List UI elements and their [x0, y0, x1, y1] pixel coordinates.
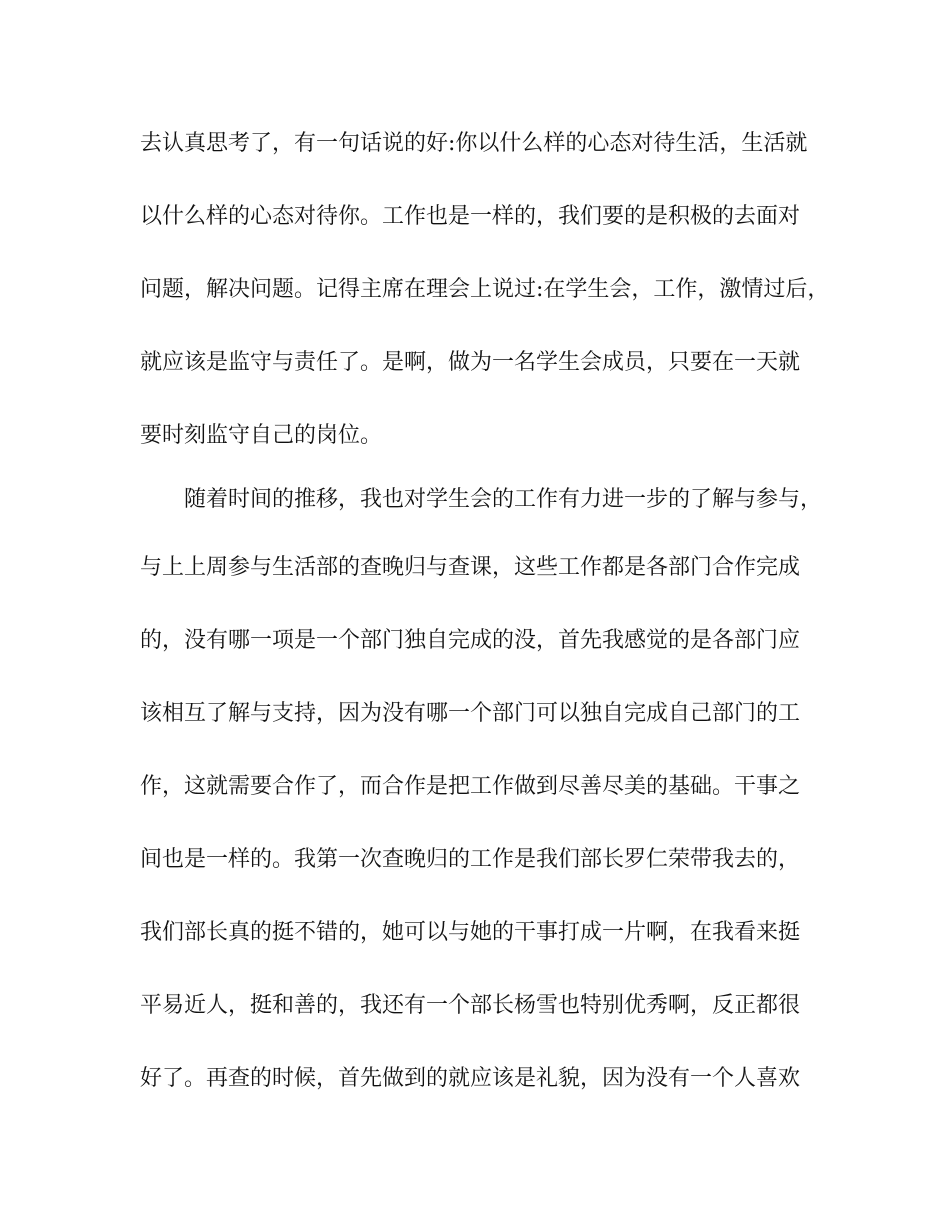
paragraph-line-3: 问题，解决问题。记得主席在理会上说过:在学生会，工作，激情过后，	[140, 277, 830, 302]
paragraph-line-10: 作，这就需要合作了，而合作是把工作做到尽善尽美的基础。干事之	[140, 774, 801, 799]
paragraph-line-5: 要时刻监守自己的岗位。	[140, 423, 383, 448]
paragraph-line-9: 该相互了解与支持，因为没有哪一个部门可以独自完成自己部门的工	[140, 701, 801, 726]
paragraph-line-7: 与上上周参与生活部的查晚归与查课，这些工作都是各部门合作完成	[140, 555, 801, 580]
paragraph-line-11: 间也是一样的。我第一次查晚归的工作是我们部长罗仁荣带我去的，	[140, 847, 801, 872]
paragraph-line-14: 好了。再查的时候，首先做到的就应该是礼貌，因为没有一个人喜欢	[140, 1066, 801, 1091]
paragraph-line-2: 以什么样的心态对待你。工作也是一样的，我们要的是积极的去面对	[140, 204, 801, 229]
paragraph-line-4: 就应该是监守与责任了。是啊，做为一名学生会成员，只要在一天就	[140, 350, 801, 375]
paragraph-line-12: 我们部长真的挺不错的，她可以与她的干事打成一片啊，在我看来挺	[140, 920, 801, 945]
paragraph-line-1: 去认真思考了，有一句话说的好:你以什么样的心态对待生活，生活就	[140, 131, 808, 156]
paragraph-line-8: 的，没有哪一项是一个部门独自完成的没，首先我感觉的是各部门应	[140, 628, 801, 653]
paragraph-line-6: 随着时间的推移，我也对学生会的工作有力进一步的了解与参与，	[184, 487, 823, 512]
paragraph-line-13: 平易近人，挺和善的，我还有一个部长杨雪也特别优秀啊，反正都很	[140, 993, 801, 1018]
